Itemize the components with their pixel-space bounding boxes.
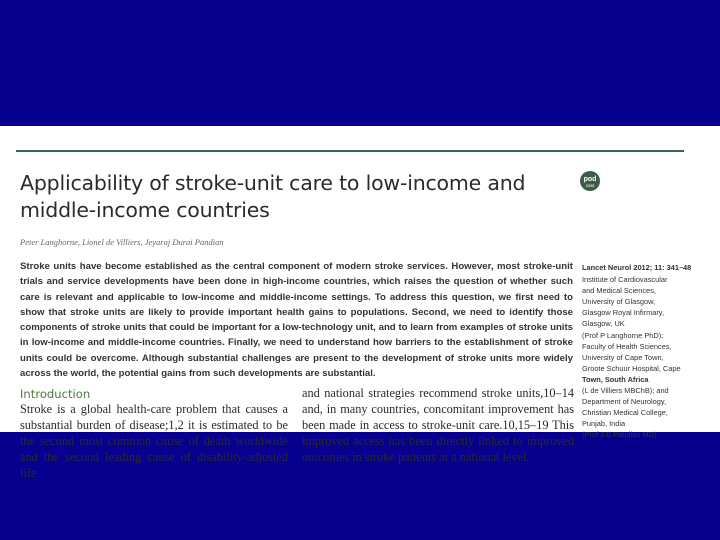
podcast-icon (578, 170, 602, 198)
sidebar-info (582, 262, 702, 441)
affiliation-line: University of Glasgow, (582, 297, 656, 307)
affiliation-list (582, 274, 702, 440)
affiliation-line: (Prof J D Pandian MD) (582, 430, 657, 440)
affiliation-line: Groote Schuur Hospital, Cape (582, 363, 681, 373)
citation: Lancet Neurol 2012; 11: 341–48 (582, 263, 692, 272)
affiliation-line: Glasgow, UK (582, 319, 625, 329)
podcast-icon-text-1: pod (583, 176, 597, 183)
affiliation-line: Glasgow Royal Infirmary, (582, 308, 665, 318)
affiliation-line: Punjab, India (582, 419, 626, 429)
body-column-1: Stroke is a global health-care problem that causes a substantial burden of disease;1,2 it is estimated to be the second most common cause of death worldwide and the second leading cause of disability-adjusted life (20, 402, 288, 480)
affiliation-line: Town, South Africa (582, 374, 649, 384)
body-column-2: and national strategies recommend stroke units,10–14 and, in many countries, concomitant improvement has been made in access to stroke-unit care.10,15–19 This improved access has been directly linked to improved outcomes in stroke patients at a national level. (302, 386, 574, 464)
header-rule (16, 150, 684, 152)
paper-page (0, 126, 720, 480)
podcast-icon-text-2: cast (585, 183, 595, 188)
section-heading-introduction: Introduction (20, 387, 91, 401)
article-title (20, 170, 580, 224)
affiliation-line: Institute of Cardiovascular (582, 275, 668, 285)
affiliation-line: (L de Villiers MBChB); and (582, 386, 669, 396)
affiliation-line: (Prof P Langhorne PhD); (582, 330, 664, 340)
title-line-2: middle-income countries (20, 198, 270, 222)
affiliation-line: Department of Neurology, (582, 397, 667, 407)
affiliation-line: Christian Medical College, (582, 408, 668, 418)
podcast-icon-graphic (578, 170, 602, 198)
author-list: Peter Langhorne, Lionel de Villiers, Jeyaraj Durai Pandian (20, 237, 224, 247)
abstract-text: Stroke units have become established as the central component of modern stroke services. However, most stroke-unit trials and service developments have been done in high-income countries, which raises the question of whether such care is relevant and applicable to low-income and middle-income settings. To address this question, we first need to show that stroke units are likely to provide important health gains to populations. Second, we need to identify those components of stroke units that could be important for a low-technology unit, and to learn from examples of stroke units in low-income and middle-income countries. Finally, we need to understand how barriers to the establishment of stroke units could be overcome. Although substantial challenges are present to the development of stroke units more widely across the world, the potential gains from such developments are substantial. (20, 261, 573, 380)
affiliation-line: and Medical Sciences, (582, 286, 656, 296)
affiliation-line: Faculty of Health Sciences, (582, 341, 672, 351)
affiliation-line: University of Cape Town, (582, 352, 664, 362)
title-line-1: Applicability of stroke-unit care to low-income and (20, 171, 526, 195)
